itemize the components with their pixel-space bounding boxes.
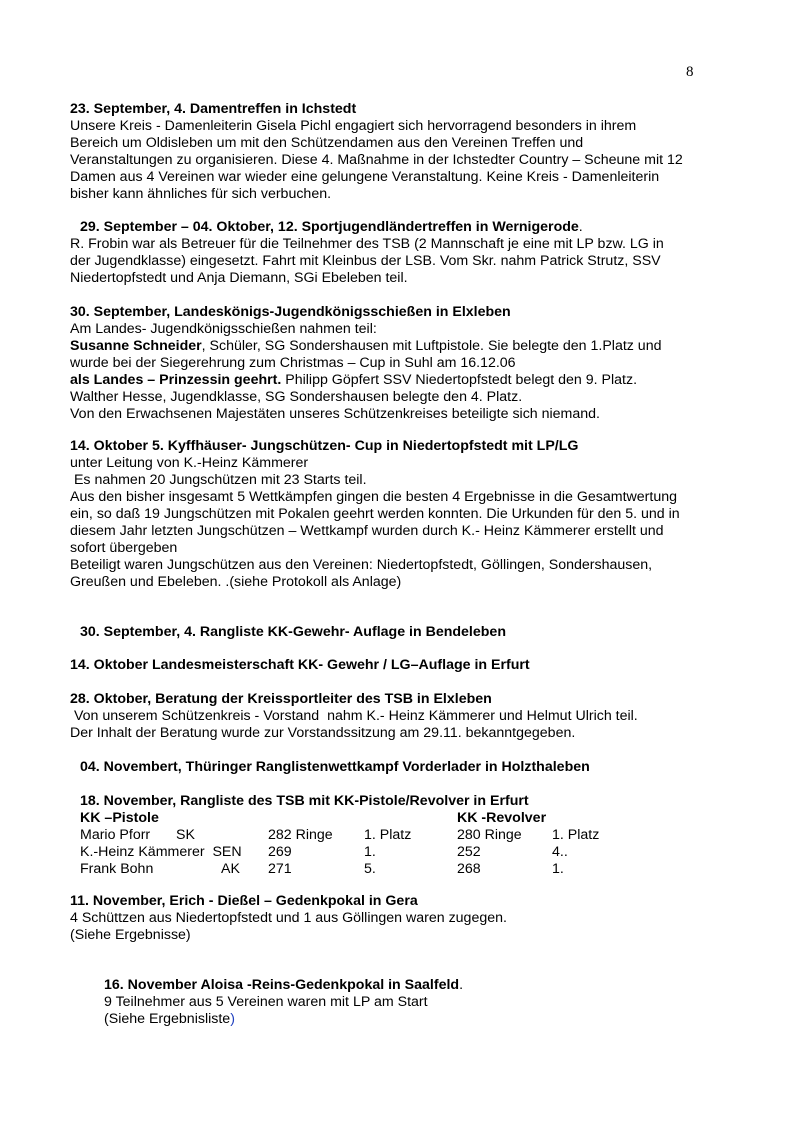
line-rest: , Schüler, SG Sondershausen mit Luftpistole. Sie belegte den 1.Platz und: [201, 338, 662, 354]
section-title: [80, 219, 720, 236]
text-line: [70, 372, 720, 389]
pistol-place: 1.: [364, 844, 376, 860]
text-line: Beteiligt waren Jungschützen aus den Vereinen: Niedertopfstedt, Göllingen, Sondershausen,: [70, 557, 653, 573]
shooter-name: Frank Bohn: [80, 861, 154, 877]
section-jungschuetzen-cup: [70, 438, 720, 591]
section-kreissportleiter: [70, 691, 720, 742]
pistol-place: 1. Platz: [364, 827, 412, 843]
closing-paren: ): [230, 1011, 235, 1027]
section-title: 23. September, 4. Damentreffen in Ichstedt: [70, 101, 357, 117]
revolver-result: 268: [457, 861, 481, 877]
section-title: 18. November, Rangliste des TSB mit KK-Pistole/Revolver in Erfurt: [80, 793, 529, 809]
pistol-result: 282 Ringe: [268, 827, 333, 843]
revolver-place: 1. Platz: [552, 827, 600, 843]
text-line: der Jugendklasse) eingesetzt. Fahrt mit Kleinbus der LSB. Vom Skr. nahm Patrick Strutz, SSV: [70, 253, 661, 269]
section-title: 28. Oktober, Beratung der Kreissportleiter des TSB in Elxleben: [70, 691, 492, 707]
participant-name: Susanne Schneider: [70, 338, 202, 354]
text-line: Niedertopfstedt und Anja Diemann, SGi Ebeleben teil.: [70, 270, 408, 286]
text-line: Greußen und Ebeleben. .(siehe Protokoll als Anlage): [70, 574, 402, 590]
pistol-result: 271: [268, 861, 292, 877]
table-header-row: [80, 810, 599, 827]
header-revolver: KK -Revolver: [457, 810, 547, 826]
text-line: diesem Jahr letzten Jungschützen – Wettkampf wurden durch K.- Heinz Kämmerer erstellt und: [70, 523, 664, 539]
section-rangliste-kk-gewehr: [70, 624, 720, 641]
table-row: [80, 827, 599, 844]
section-diessel-gedenkpokal: [70, 893, 720, 944]
text-line: Bereich um Oldisleben um mit den Schützendamen aus den Vereinen Treffen und: [70, 135, 584, 151]
text-line: Es nahmen 20 Jungschützen mit 23 Starts teil.: [70, 472, 367, 488]
title-text: 16. November Aloisa -Reins-Gedenkpokal in Saalfeld: [104, 977, 460, 993]
text-line: (Siehe Ergebnisse): [70, 927, 191, 943]
revolver-place: 4..: [552, 844, 568, 860]
shooter-name: K.-Heinz Kämmerer: [80, 844, 205, 860]
text-line: wurde bei der Siegerehrung zum Christmas – Cup in Suhl am 16.12.06: [70, 355, 516, 371]
text-line: Am Landes- Jugendkönigsschießen nahmen teil:: [70, 321, 377, 337]
title-text: 29. September – 04. Oktober, 12. Sportjugendländertreffen in Wernigerode: [80, 219, 579, 235]
text-line: ein, so daß 19 Jungschützen mit Pokalen geehrt werden konnten. Die Urkunden für den 5. und in: [70, 506, 680, 522]
section-sportjugend: [70, 219, 720, 287]
header-pistole: KK –Pistole: [80, 810, 159, 826]
section-vorderlader: [70, 759, 720, 776]
shooter-class: SK: [176, 827, 195, 843]
shooter-name: Mario Pforr: [80, 827, 151, 843]
section-title: 04. Novembert, Thüringer Ranglistenwettkampf Vorderlader in Holzthaleben: [80, 759, 590, 775]
text-line: Aus den bisher insgesamt 5 Wettkämpfen gingen die besten 4 Ergebnisse in die Gesamtwertung: [70, 489, 678, 505]
page-number: 8: [686, 64, 694, 80]
text-line: unter Leitung von K.-Heinz Kämmerer: [70, 455, 309, 471]
shooter-class: SEN: [212, 844, 242, 860]
section-damentreffen: [70, 101, 720, 203]
title-end: .: [459, 977, 464, 993]
table-row: [80, 861, 599, 878]
bold-prefix: als Landes – Prinzessin geehrt.: [70, 372, 282, 388]
text-line: Damen aus 4 Vereinen war wieder eine gelungene Veranstaltung. Keine Kreis - Damenleiterin: [70, 169, 660, 185]
text-line: Unsere Kreis - Damenleiterin Gisela Pichl engagiert sich hervorragend besonders in ihrem: [70, 118, 637, 134]
revolver-place: 1.: [552, 861, 564, 877]
section-reins-gedenkpokal: [104, 977, 754, 1028]
shooter-class: AK: [221, 861, 240, 877]
text-line: R. Frobin war als Betreuer für die Teilnehmer des TSB (2 Mannschaft je eine mit LP bzw. LG in: [70, 236, 664, 252]
line-text: (Siehe Ergebnisliste: [104, 1011, 231, 1027]
text-line: Von unserem Schützenkreis - Vorstand nahm K.- Heinz Kämmerer und Helmut Ulrich teil.: [70, 708, 638, 724]
table-row: [80, 844, 599, 861]
section-title: 30. September, Landeskönigs-Jugendkönigsschießen in Elxleben: [70, 304, 511, 320]
text-line: 4 Schüttzen aus Niedertopfstedt und 1 aus Göllingen waren zugegen.: [70, 910, 507, 926]
section-koenigsschiessen: [70, 304, 720, 423]
text-line: [104, 1011, 754, 1028]
section-rangliste-pistole: [80, 793, 730, 878]
text-line: 9 Teilnehmer aus 5 Vereinen waren mit LP am Start: [104, 994, 428, 1010]
text-line: sofort übergeben: [70, 540, 178, 556]
pistol-place: 5.: [364, 861, 376, 877]
text-line: Von den Erwachsenen Majestäten unseres Schützenkreises beteiligte sich niemand.: [70, 406, 600, 422]
section-title: 14. Oktober Landesmeisterschaft KK- Gewehr / LG–Auflage in Erfurt: [70, 657, 530, 673]
section-title: 30. September, 4. Rangliste KK-Gewehr- Auflage in Bendeleben: [80, 624, 506, 640]
text-line: Walther Hesse, Jugendklasse, SG Sondershausen belegte den 4. Platz.: [70, 389, 523, 405]
section-title: 14. Oktober 5. Kyffhäuser- Jungschützen- Cup in Niedertopfstedt mit LP/LG: [70, 438, 579, 454]
section-title: 11. November, Erich - Dießel – Gedenkpokal in Gera: [70, 893, 418, 909]
text-line: bisher kann ähnliches für sich verbuchen.: [70, 186, 332, 202]
line-rest: Philipp Göpfert SSV Niedertopfstedt belegt den 9. Platz.: [281, 372, 638, 388]
section-landesmeisterschaft: [70, 657, 720, 674]
revolver-result: 252: [457, 844, 481, 860]
title-end: .: [578, 219, 583, 235]
results-table: [80, 810, 599, 878]
text-line: Veranstaltungen zu organisieren. Diese 4. Maßnahme in der Ichstedter Country – Scheune mit 12: [70, 152, 683, 168]
pistol-result: 269: [268, 844, 292, 860]
text-line: [70, 338, 720, 355]
section-title: [104, 977, 754, 994]
revolver-result: 280 Ringe: [457, 827, 522, 843]
text-line: Der Inhalt der Beratung wurde zur Vorstandssitzung am 29.11. bekanntgegeben.: [70, 725, 576, 741]
shooter-cell: [80, 844, 268, 861]
